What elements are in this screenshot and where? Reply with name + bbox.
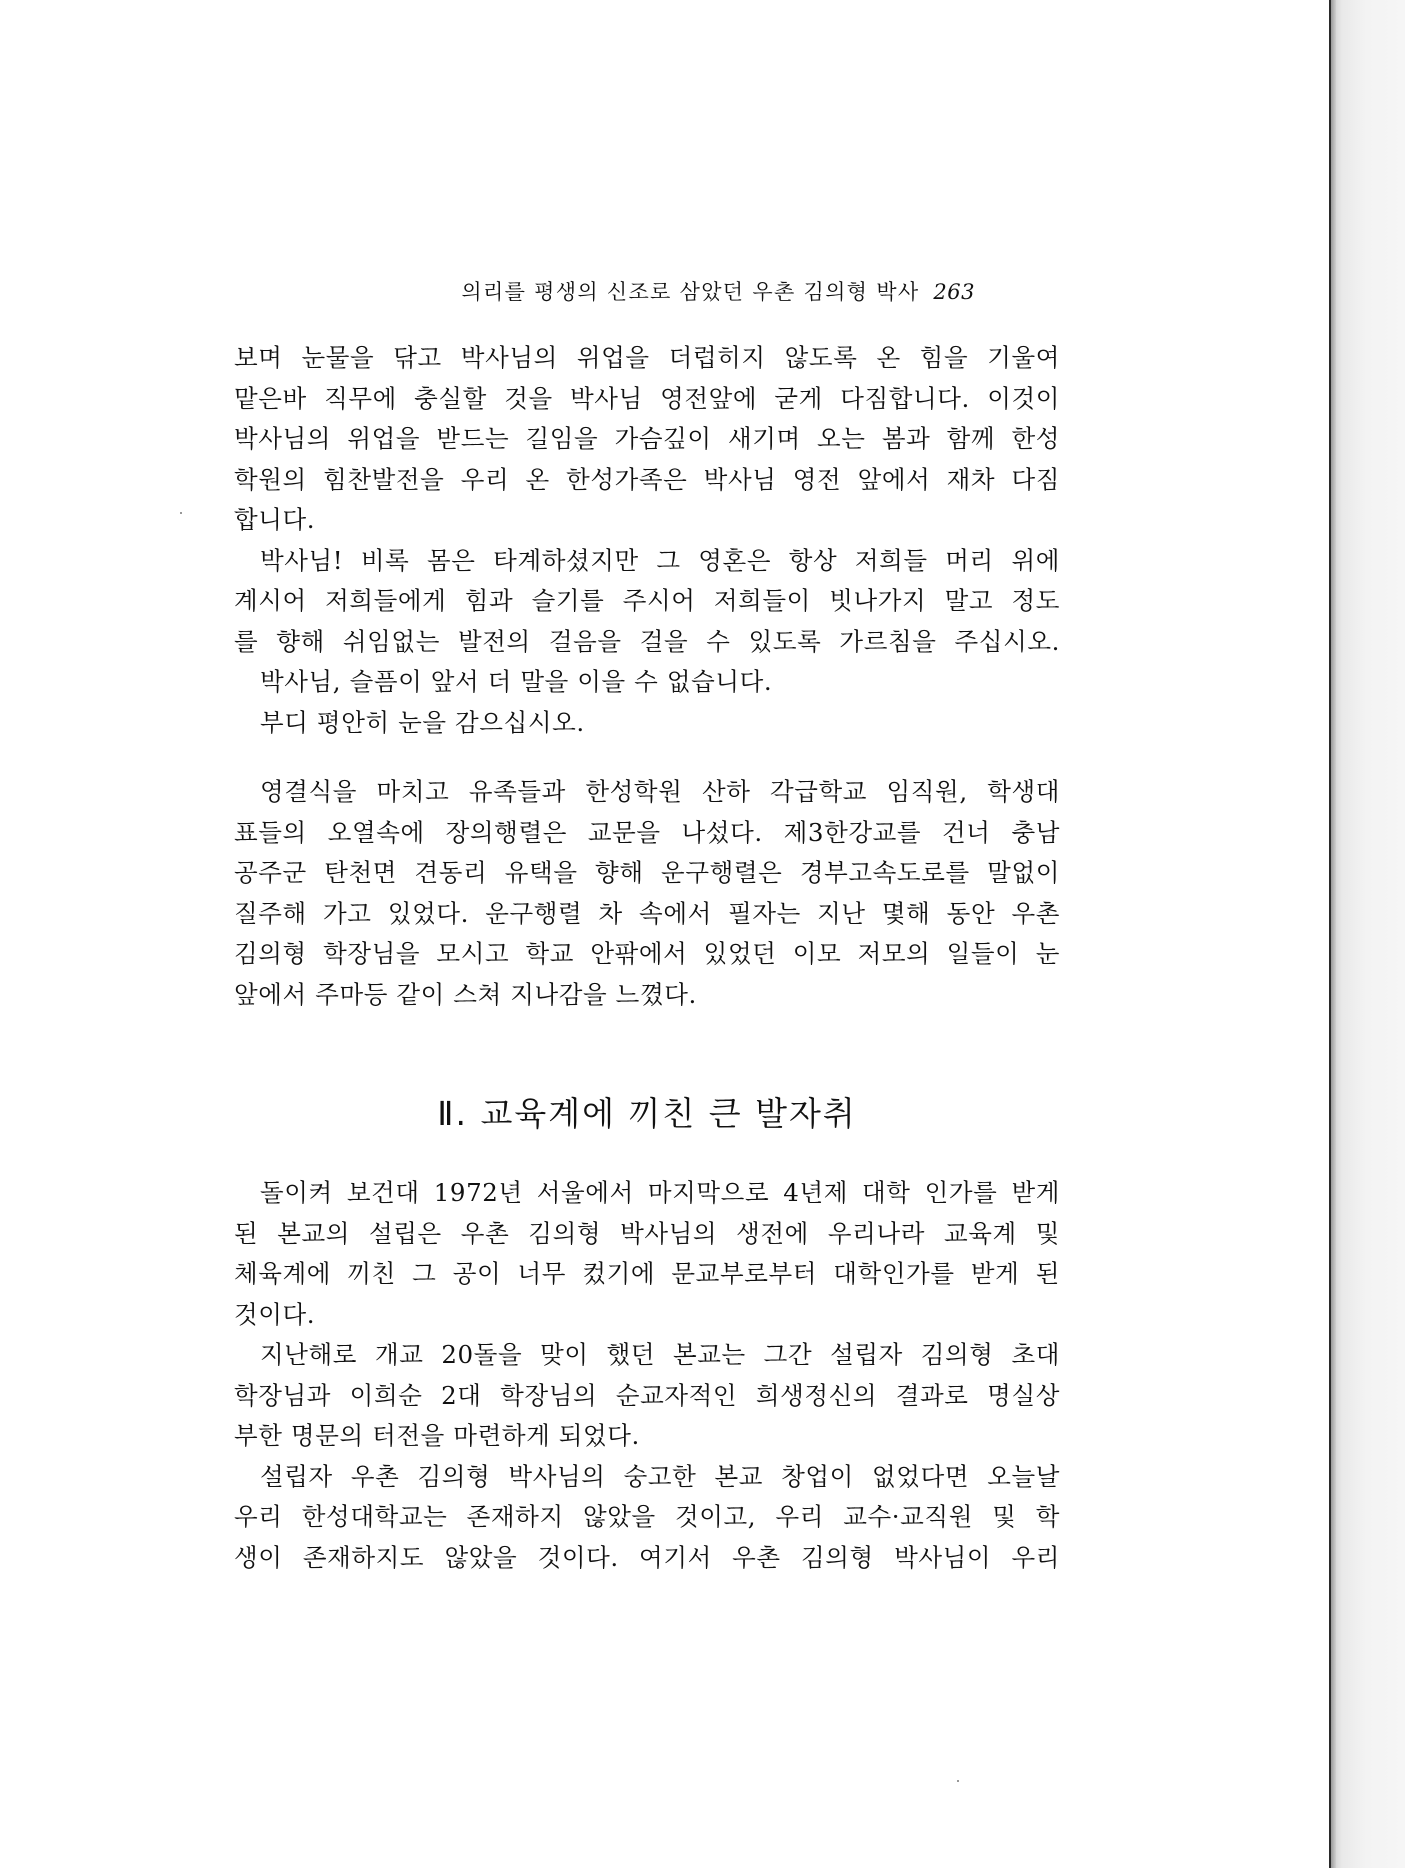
text-line: 지난해로 개교 20돌을 맞이 했던 본교는 그간 설립자 김의형 초대 (260, 1340, 1060, 1369)
text-line: 영결식을 마치고 유족들과 한성학원 산하 각급학교 임직원, 학생대 (260, 777, 1060, 806)
scan-speck (180, 512, 182, 514)
text-line: 박사님의 위업을 받드는 길임을 가슴깊이 새기며 오는 봄과 함께 한성 (234, 424, 1060, 453)
section-heading: Ⅱ. 교육계에 끼친 큰 발자취 (437, 1094, 857, 1133)
text-line: 부한 명문의 터전을 마련하게 되었다. (234, 1421, 640, 1450)
text-line: 합니다. (234, 505, 316, 534)
text-line: 앞에서 주마등 같이 스쳐 지나감을 느꼈다. (234, 979, 697, 1009)
text-line: 질주해 가고 있었다. 운구행렬 차 속에서 필자는 지난 몇해 동안 우촌 (234, 898, 1060, 928)
text-line: 계시어 저희들에게 힘과 슬기를 주시어 저희들이 빗나가지 말고 정도 (234, 586, 1060, 615)
viewer-background (1336, 0, 1405, 1868)
scan-speck (957, 1780, 959, 1782)
text-line: 체육계에 끼친 그 공이 너무 컸기에 문교부로부터 대학인가를 받게 된 (234, 1259, 1060, 1288)
text-line: 학원의 힘찬발전을 우리 온 한성가족은 박사님 영전 앞에서 재차 다짐 (234, 464, 1060, 494)
text-line: 우리 한성대학교는 존재하지 않았을 것이고, 우리 교수·교직원 및 학 (234, 1502, 1060, 1531)
running-head (461, 276, 975, 306)
text-line: 박사님, 슬픔이 앞서 더 말을 이을 수 없습니다. (260, 667, 773, 696)
text-line: 박사님! 비록 몸은 타계하셨지만 그 영혼은 항상 저희들 머리 위에 (260, 545, 1060, 575)
paragraph-block-eulogy (234, 338, 1060, 743)
text-line: 돌이켜 보건대 1972년 서울에서 마지막으로 4년제 대학 인가를 받게 (260, 1178, 1060, 1207)
text-line: 김의형 학장님을 모시고 학교 안팎에서 있었던 이모 저모의 일들이 눈 (234, 939, 1060, 968)
text-line: 맡은바 직무에 충실할 것을 박사님 영전앞에 굳게 다짐합니다. 이것이 (234, 383, 1060, 413)
running-head-title: 의리를 평생의 신조로 삼았던 우촌 김의형 박사 (461, 280, 920, 304)
text-line: 것이다. (234, 1299, 316, 1329)
text-line: 표들의 오열속에 장의행렬은 교문을 나섰다. 제3한강교를 건너 충남 (234, 817, 1060, 847)
text-line: 된 본교의 설립은 우촌 김의형 박사님의 생전에 우리나라 교육계 및 (234, 1218, 1060, 1248)
text-line: 생이 존재하지도 않았을 것이다. 여기서 우촌 김의형 박사님이 우리 (234, 1542, 1060, 1572)
paragraph-block-procession (234, 772, 1060, 1015)
text-line: 공주군 탄천면 견동리 유택을 향해 운구행렬은 경부고속도로를 말없이 (234, 858, 1060, 887)
text-line: 를 향해 쉬임없는 발전의 걸음을 걸을 수 있도록 가르침을 주십시오. (234, 626, 1060, 656)
paragraph-block-section (234, 1173, 1060, 1578)
text-line: 부디 평안히 눈을 감으십시오. (260, 707, 585, 737)
page-number: 263 (933, 280, 975, 304)
text-line: 설립자 우촌 김의형 박사님의 숭고한 본교 창업이 없었다면 오늘날 (260, 1461, 1060, 1491)
text-line: 보며 눈물을 닦고 박사님의 위업을 더럽히지 않도록 온 힘을 기울여 (234, 343, 1060, 372)
text-line: 학장님과 이희순 2대 학장님의 순교자적인 희생정신의 결과로 명실상 (234, 1380, 1060, 1410)
